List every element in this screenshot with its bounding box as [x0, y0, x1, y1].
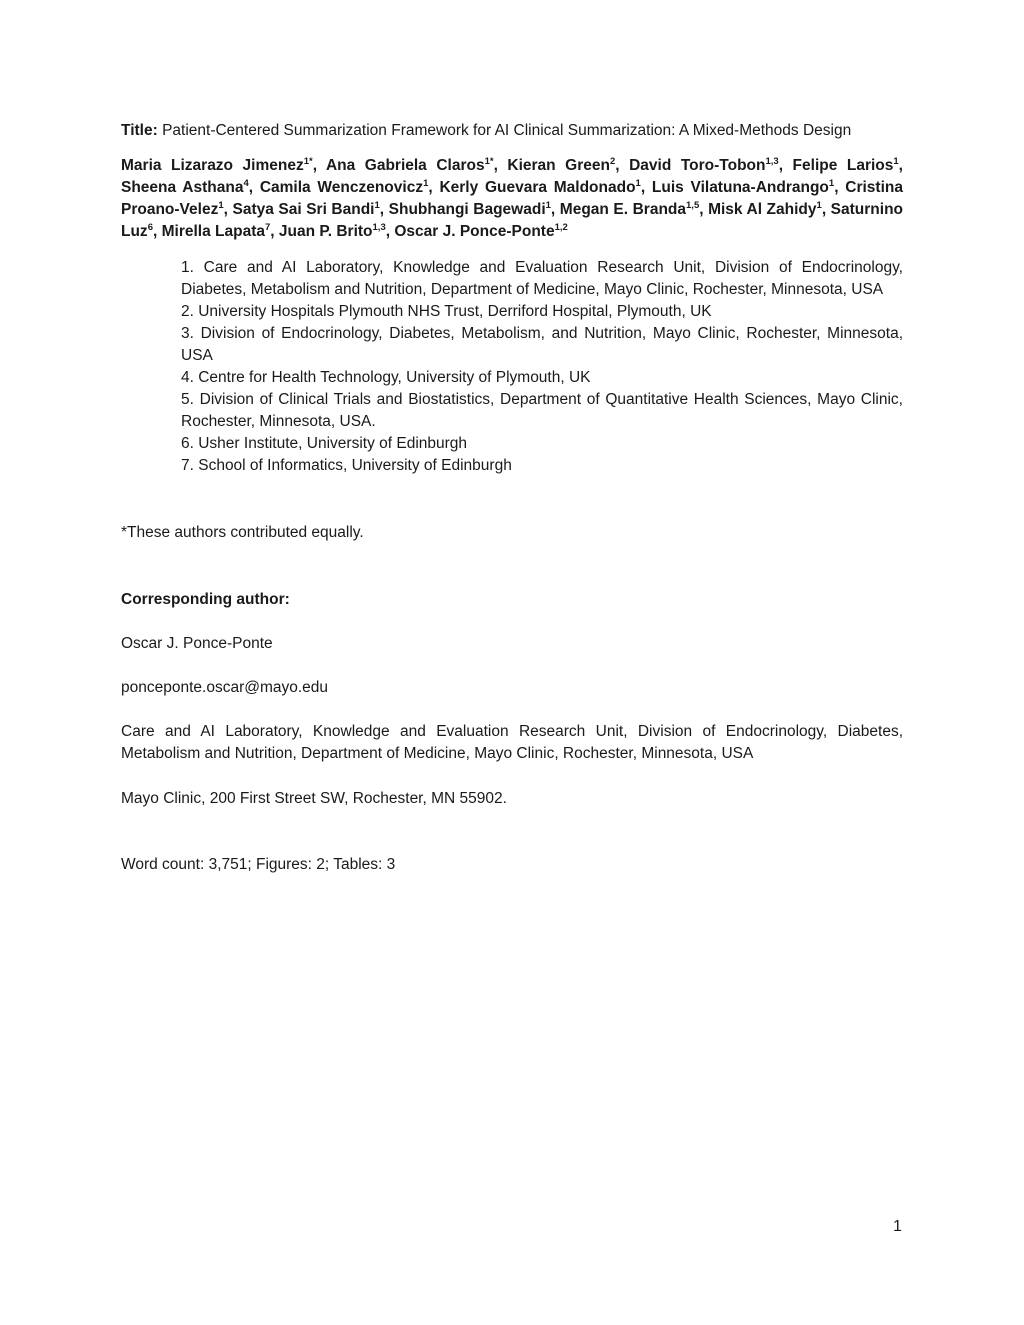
author-affiliation-marker: 1: [635, 178, 641, 189]
affiliation-list: [181, 257, 903, 477]
author-name: Maria Lizarazo Jimenez: [121, 157, 304, 174]
author: [629, 157, 779, 174]
author-affiliation-marker: 4: [243, 178, 249, 189]
author-name: Satya Sai Sri Bandi: [232, 201, 375, 218]
author-affiliation-marker: 1: [893, 156, 899, 167]
affiliation-item: 2. University Hospitals Plymouth NHS Trust, Derriford Hospital, Plymouth, UK: [181, 303, 712, 320]
author-affiliation-marker: 1*: [484, 156, 494, 167]
author-name: Cristina Proano-Velez: [121, 179, 903, 218]
author: [162, 223, 271, 240]
author-affiliation-marker: 1,3: [765, 156, 779, 167]
author-affiliation-marker: 1: [374, 200, 380, 211]
author: [652, 179, 834, 196]
author-list: Maria Lizarazo Jimenez$^{1*}$, Ana Gabriela Claros$^{1*}$, Kieran Green$^2$, David Toro-Tobon$^{1,3}$, Felipe Larios$^1$, Sheena Asthana$^4$, Camila Wenczenovicz$^1$, Kerly Guevara Maldonado$^1$, Luis Vilatuna-Andrango$^1$, Cristina Proano-Velez$^1$, Satya Sai Sri Bandi$^1$, Shubhangi Bagewadi$^1$, Megan E. Branda$^{1,5}$, Misk Al Zahidy$^1$, Saturnino Luz$^6$, Mirella Lapata$^7$, Juan P. Brito$^{1,3}$, Oscar J. Ponce-Ponte$^{1,2}$: [121, 156, 904, 240]
author-name: Sheena Asthana: [121, 179, 244, 196]
author-affiliation-marker: 1: [218, 200, 224, 211]
page-number: 1: [893, 1218, 902, 1235]
corresponding-heading: Corresponding author:: [121, 591, 290, 608]
affiliation-item: 3. Division of Endocrinology, Diabetes, Metabolism, and Nutrition, Mayo Clinic, Rochester, Minnesota, USA: [181, 325, 903, 364]
affiliation-item: 7. School of Informatics, University of Edinburgh: [181, 457, 512, 474]
author: [394, 223, 567, 240]
author-name: Oscar J. Ponce-Ponte: [394, 223, 555, 240]
author-name: Felipe Larios: [792, 157, 894, 174]
equal-contribution-note: *These authors contributed equally.: [121, 524, 364, 541]
author-name: Saturnino Luz: [121, 201, 904, 240]
author-name: David Toro-Tobon: [629, 157, 766, 174]
author-affiliation-marker: 1,3: [372, 222, 386, 233]
author-name: Ana Gabriela Claros: [325, 157, 485, 174]
author: [121, 179, 249, 196]
affiliation-item: 6. Usher Institute, University of Edinburgh: [181, 435, 468, 452]
word-count: Word count: 3,751; Figures: 2; Tables: 3: [121, 856, 396, 873]
author: [233, 201, 380, 218]
author: [560, 201, 699, 218]
author-affiliation-marker: 2: [609, 156, 616, 167]
paper-title: [121, 121, 911, 141]
affiliation-item: 5. Division of Clinical Trials and Biostatistics, Department of Quantitative Health Sciences, Mayo Clinic, Rochester, Minnesota, USA.: [181, 391, 903, 430]
author-name: Mirella Lapata: [161, 223, 265, 240]
author: [708, 201, 822, 218]
affiliation-item: 1. Care and AI Laboratory, Knowledge and Evaluation Research Unit, Division of Endocrinology, Diabetes, Metabolism and Nutrition, Department of Medicine, Mayo Clinic, Rochester, Minnesota, USA: [181, 259, 903, 298]
author-name: Camila Wenczenovicz: [259, 179, 424, 196]
author: [326, 157, 494, 174]
author: [260, 179, 429, 196]
author-affiliation-marker: 1: [423, 178, 429, 189]
author: [507, 157, 615, 174]
author-affiliation-marker: 1: [828, 178, 835, 189]
author: [279, 223, 386, 240]
author-name: Shubhangi Bagewadi: [388, 201, 546, 218]
author: [121, 157, 313, 174]
author-affiliation-marker: 1,5: [686, 200, 700, 211]
author: [439, 179, 640, 196]
author-affiliation-marker: 6: [147, 222, 153, 233]
corresponding-email: ponceponte.oscar@mayo.edu: [121, 679, 329, 696]
author-name: Luis Vilatuna-Andrango: [651, 179, 829, 196]
author-affiliation-marker: 7: [264, 222, 271, 233]
author-name: Kerly Guevara Maldonado: [439, 179, 636, 196]
author: [389, 201, 551, 218]
corresponding-name: Oscar J. Ponce-Ponte: [121, 635, 273, 652]
affiliation-item: 4. Centre for Health Technology, University of Plymouth, UK: [181, 369, 591, 386]
corresponding-affiliation: Care and AI Laboratory, Knowledge and Evaluation Research Unit, Division of Endocrinology, Diabetes, Metabolism and Nutrition, Department of Medicine, Mayo Clinic, Rochester, Minnesota, USA: [121, 723, 903, 762]
author-name: Juan P. Brito: [278, 223, 373, 240]
author-affiliation-marker: 1,2: [554, 222, 568, 233]
author-affiliation-marker: 1: [816, 200, 822, 211]
title-text: Patient-Centered Summarization Framework for AI Clinical Summarization: A Mixed-Methods Design: [162, 122, 852, 139]
corresponding-address: Mayo Clinic, 200 First Street SW, Rochester, MN 55902.: [121, 790, 507, 807]
author-affiliation-marker: 1*: [303, 156, 313, 167]
author-name: Megan E. Branda: [559, 201, 687, 218]
author-name: Kieran Green: [507, 157, 610, 174]
title-label: Title:: [121, 122, 158, 139]
author-name: Misk Al Zahidy: [708, 201, 817, 218]
author: [793, 157, 899, 174]
author-affiliation-marker: 1: [545, 200, 551, 211]
